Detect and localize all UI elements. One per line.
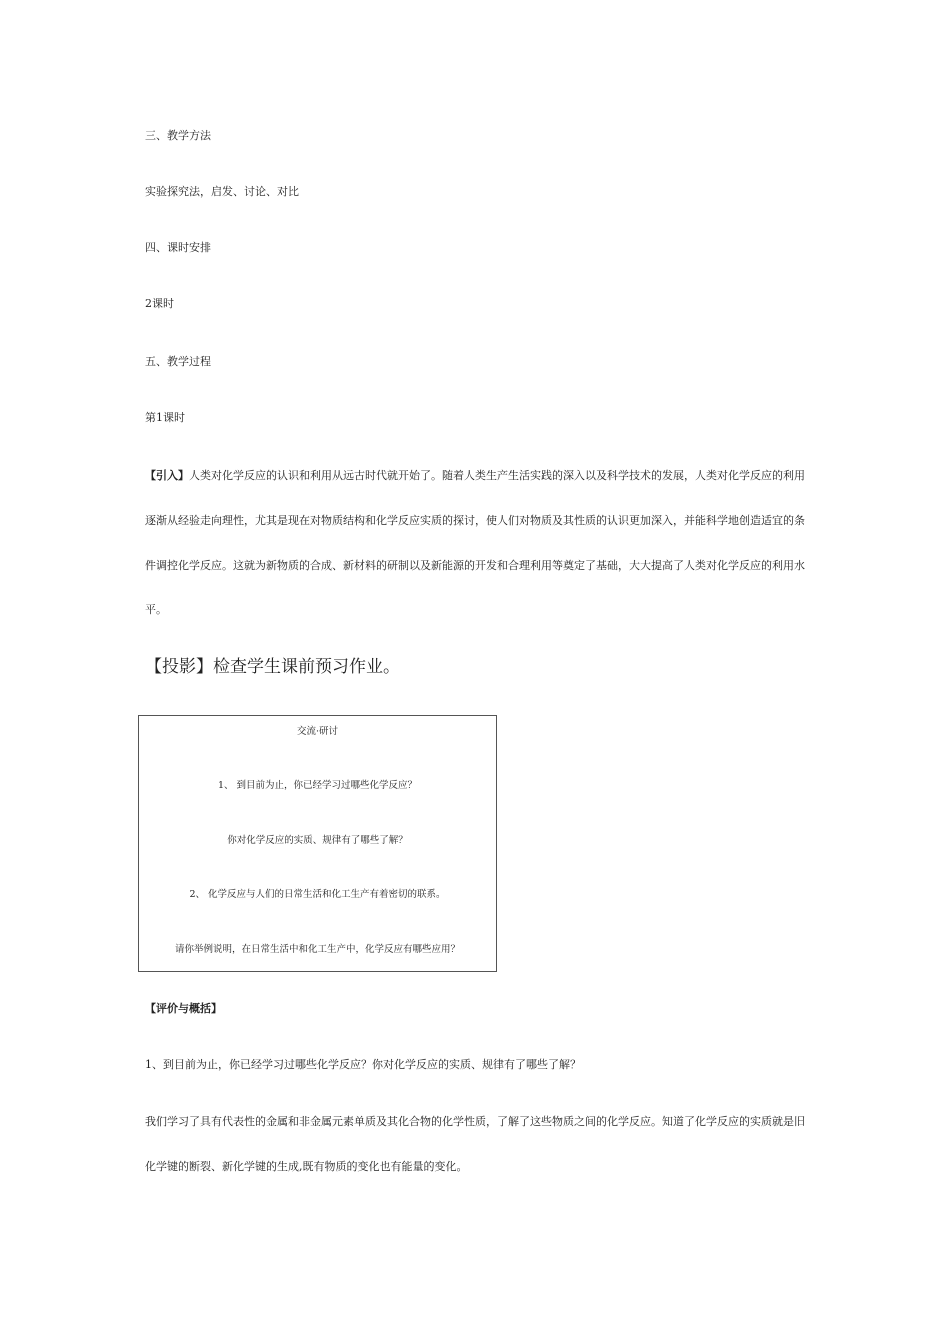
discussion-question-1b: 你对化学反应的实质、规律有了哪些了解？ bbox=[227, 835, 408, 846]
intro-line-4: 平。 bbox=[145, 603, 167, 616]
intro-text-1: 人类对化学反应的认识和利用从远古时代就开始了。随着人类生产生活实践的深入以及科学技术的发展，人类对化学反应的利用 bbox=[189, 469, 805, 482]
discussion-title: 交流·研讨 bbox=[296, 726, 339, 737]
intro-line-2: 逐渐从经验走向理性，尤其是现在对物质结构和化学反应实质的探讨，使人们对物质及其性质的认识更加深入，并能科学地创造适宜的条 bbox=[145, 514, 805, 527]
method-text: 实验探究法，启发、讨论、对比 bbox=[145, 185, 299, 198]
discussion-box bbox=[138, 715, 497, 972]
process-heading: 五、教学过程 bbox=[145, 355, 211, 368]
intro-line-3: 件调控化学反应。这就为新物质的合成、新材料的研制以及新能源的开发和合理利用等奠定了基础，大大提高了人类对化学反应的利用水 bbox=[145, 559, 805, 572]
discussion-question-1: 1、 到目前为止，你已经学习过哪些化学反应？ bbox=[217, 780, 418, 791]
summary-heading: 【评价与概括】 bbox=[145, 1002, 222, 1015]
schedule-heading: 四、课时安排 bbox=[145, 241, 211, 254]
schedule-text: 2课时 bbox=[145, 297, 174, 310]
summary-answer-1: 我们学习了具有代表性的金属和非金属元素单质及其化合物的化学性质，了解了这些物质之间的化学反应。知道了化学反应的实质就是旧 bbox=[145, 1115, 805, 1128]
method-heading: 三、教学方法 bbox=[145, 129, 211, 142]
summary-answer-2: 化学键的断裂、新化学键的生成,既有物质的变化也有能量的变化。 bbox=[145, 1160, 468, 1173]
intro-line-1 bbox=[145, 469, 805, 483]
projection-heading: 【投影】检查学生课前预习作业。 bbox=[145, 657, 400, 677]
discussion-question-2: 2、 化学反应与人们的日常生活和化工生产有着密切的联系。 bbox=[189, 889, 446, 900]
lesson-label: 第1课时 bbox=[145, 411, 185, 424]
discussion-question-2b: 请你举例说明，在日常生活中和化工生产中，化学反应有哪些应用？ bbox=[174, 944, 460, 955]
intro-tag: 【引入】 bbox=[145, 469, 189, 482]
summary-question: 1、到目前为止，你已经学习过哪些化学反应？你对化学反应的实质、规律有了哪些了解？ bbox=[145, 1058, 581, 1071]
